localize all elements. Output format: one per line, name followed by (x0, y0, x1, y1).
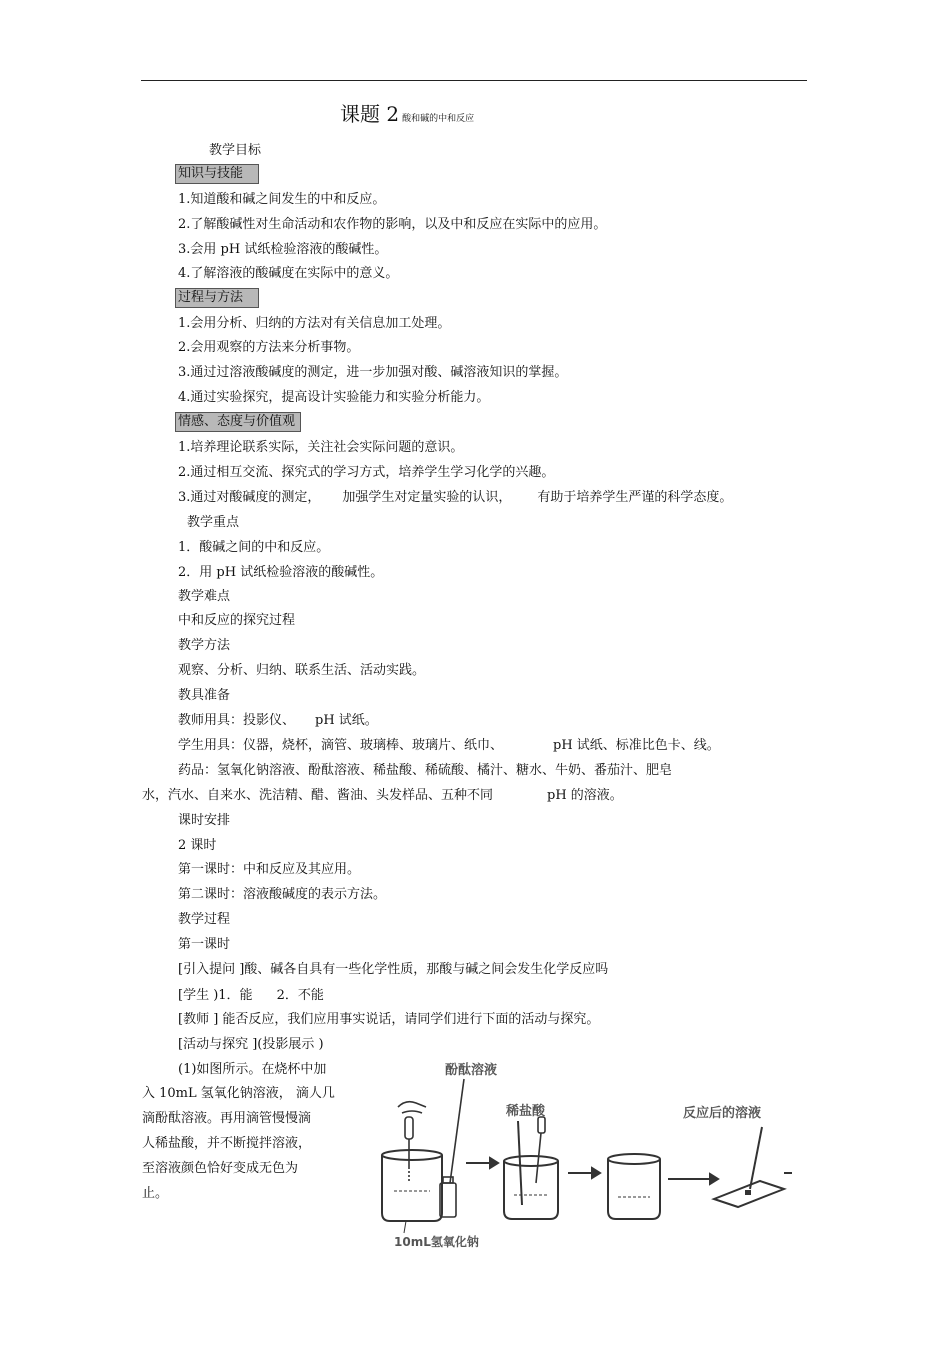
beaker-1 (382, 1150, 442, 1221)
schedule-heading: 课时安排 (178, 813, 231, 828)
step-line: 滴酚酞溶液。再用滴管慢慢滴 (142, 1111, 312, 1126)
process-teacher: [教师 ] 能否反应，我们应用事实说话，请同学们进行下面的活动与探究。 (178, 1012, 600, 1027)
student-tools: 学生用具：仪器，烧杯，滴管、玻璃棒、玻璃片、纸巾、 pH 试纸、标准比色卡、线。 (178, 738, 720, 753)
list-item: 3.通过过溶液酸碱度的测定，进一步加强对酸、碱溶液知识的掌握。 (178, 365, 568, 380)
naoh-pointer (404, 1221, 406, 1233)
drugs-line-2: 水，汽水、自来水、洗洁精、醋、酱油、头发样品、五种不同 pH 的溶液。 (142, 788, 623, 803)
section-heading-knowledge: 知识与技能 (175, 164, 259, 184)
list-item: 2.了解酸碱性对生命活动和农作物的影响，以及中和反应在实际中的应用。 (178, 217, 607, 232)
process-activity: [活动与探究 ](投影展示 ) (178, 1037, 324, 1052)
process-student: [学生 )1．能 2．不能 (178, 988, 324, 1003)
process-intro: [引入提问 ]酸、碱各自具有一些化学性质，那酸与碱之间会发生化学反应吗 (178, 962, 609, 977)
beaker-3 (608, 1154, 660, 1219)
process-heading: 教学过程 (178, 912, 231, 927)
experiment-figure (372, 1055, 792, 1255)
phenolphthalein-label: 酚酞溶液 (445, 1063, 498, 1078)
schedule-first: 第一课时：中和反应及其应用。 (178, 862, 361, 877)
step-line: 入 10mL 氢氧化钠溶液， 滴人几 (142, 1086, 335, 1101)
dropper-icon (536, 1117, 545, 1183)
after-reaction-label: 反应后的溶液 (683, 1106, 762, 1121)
list-item: 4.通过实验探究，提高设计实验能力和实验分析能力。 (178, 390, 490, 405)
top-rule (141, 80, 807, 81)
step-line: (1)如图所示。在烧杯中加 (178, 1062, 327, 1077)
arrow-right-icon (668, 1174, 718, 1184)
section-heading-attitude: 情感、态度与价值观 (175, 412, 301, 432)
title-main: 课题 2 (340, 102, 400, 126)
naoh-label: 10mL氢氧化钠 (394, 1235, 479, 1249)
step-line: 止。 (142, 1186, 169, 1201)
prep-heading: 教具准备 (178, 688, 231, 703)
teacher-tools: 教师用具：投影仪、 pH 试纸。 (178, 713, 378, 728)
lesson-title (340, 101, 474, 132)
list-item: 2.会用观察的方法来分析事物。 (178, 340, 360, 355)
goals-heading: 教学目标 (209, 143, 262, 158)
difficulty-text: 中和反应的探究过程 (178, 613, 296, 628)
list-item: 2.通过相互交流、探究式的学习方式，培养学生学习化学的兴趣。 (178, 465, 555, 480)
method-text: 观察、分析、归纳、联系生活、活动实践。 (178, 663, 426, 678)
glass-slide-icon (714, 1127, 784, 1207)
step-line: 至溶液颜色恰好变成无色为 (142, 1161, 299, 1176)
process-lesson: 第一课时 (178, 937, 231, 952)
beaker-2 (504, 1156, 558, 1219)
list-item: 1.会用分析、归纳的方法对有关信息加工处理。 (178, 316, 451, 331)
drugs-line-1: 药品：氢氧化钠溶液、酚酞溶液、稀盐酸、稀硫酸、橘汁、糖水、牛奶、番茄汁、肥皂 (178, 763, 673, 778)
difficulty-heading: 教学难点 (178, 589, 231, 604)
schedule-second: 第二课时：溶液酸碱度的表示方法。 (178, 887, 387, 902)
step-line: 人稀盐酸，并不断搅拌溶液， (142, 1136, 312, 1151)
section-heading-process: 过程与方法 (175, 288, 259, 308)
hcl-label: 稀盐酸 (506, 1104, 546, 1119)
hand-dropper-icon (398, 1102, 426, 1183)
list-item: 2．用 pH 试纸检验溶液的酸碱性。 (178, 565, 384, 580)
arrow-right-icon (568, 1168, 600, 1178)
list-item: 4.了解溶液的酸碱度在实际中的意义。 (178, 266, 399, 281)
stir-rod-icon (518, 1121, 522, 1205)
list-item: 1.培养理论联系实际，关注社会实际问题的意识。 (178, 440, 464, 455)
list-item: 3.通过对酸碱度的测定， 加强学生对定量实验的认识， 有助于培养学生严谨的科学态度。 (178, 490, 733, 505)
arrow-right-icon (466, 1158, 498, 1168)
glass-rod-icon (450, 1079, 464, 1183)
list-item: 1.知道酸和碱之间发生的中和反应。 (178, 192, 386, 207)
key-points-heading: 教学重点 (187, 515, 240, 530)
list-item: 1．酸碱之间的中和反应。 (178, 540, 330, 555)
list-item: 3.会用 pH 试纸检验溶液的酸碱性。 (178, 242, 388, 257)
schedule-count: 2 课时 (178, 838, 217, 853)
title-subtitle: 酸和碱的中和反应 (402, 114, 475, 124)
method-heading: 教学方法 (178, 638, 231, 653)
